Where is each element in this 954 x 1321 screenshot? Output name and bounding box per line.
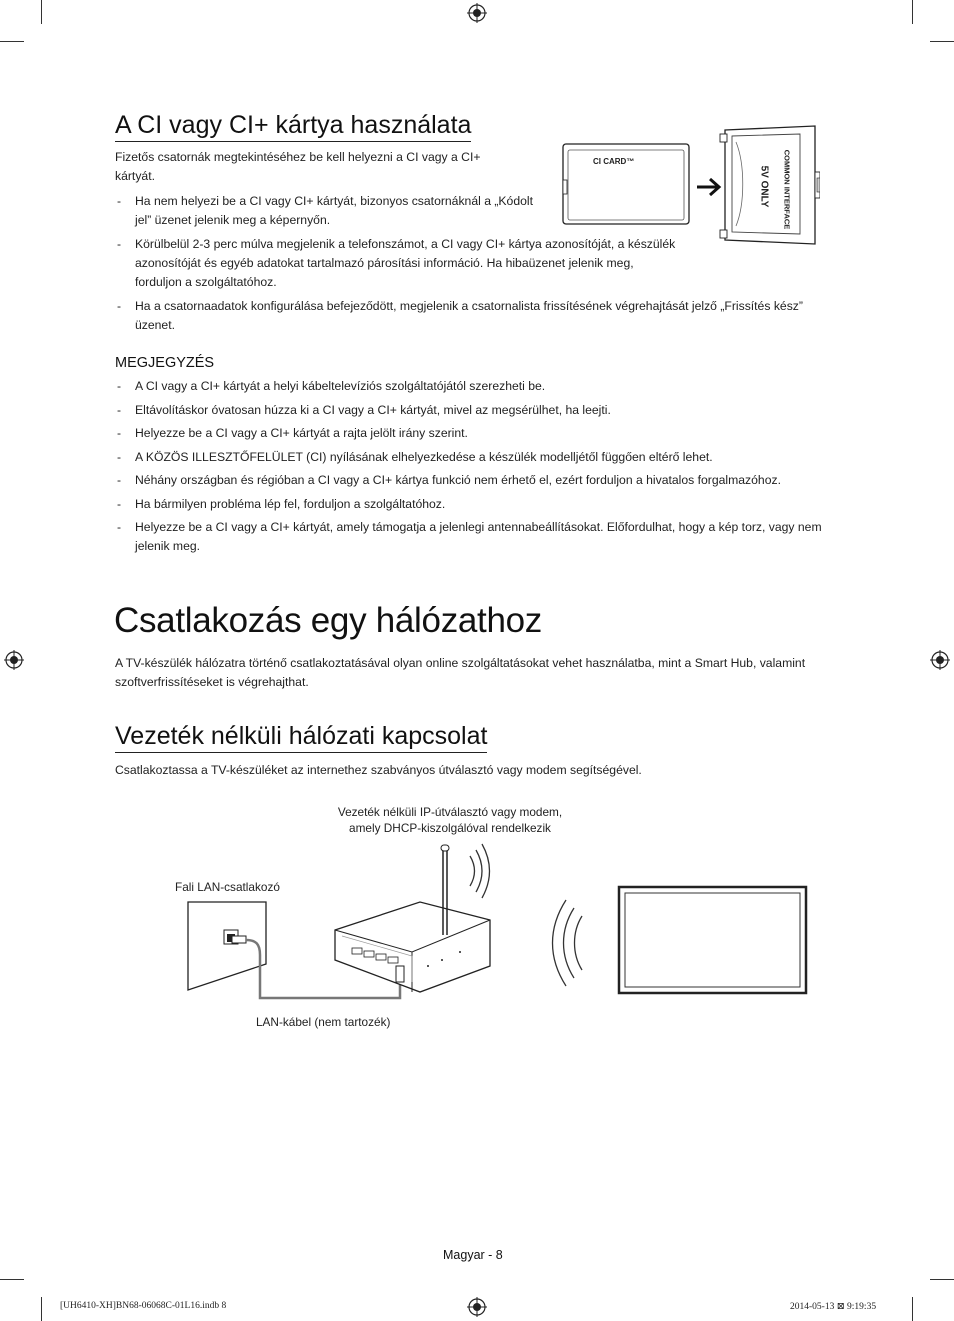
- list-item: - Ha bármilyen probléma lép fel, forduljon a szolgáltatóhoz.: [115, 495, 845, 514]
- wifi-signal-icon: [470, 844, 490, 898]
- list-item: - Ha nem helyezi be a CI vagy CI+ kártyát, bizonyos csatornáknál a „Kódolt jel” üzenet jelenik meg a képernyőn.: [115, 192, 535, 230]
- page-number: Magyar - 8: [443, 1248, 503, 1262]
- footer-date: 2014-05-13 ⊠ 9:19:35: [790, 1302, 877, 1312]
- slot-label-common-interface: COMMON INTERFACE: [782, 149, 792, 230]
- lan-cable-label: LAN-kábel (nem tartozék): [256, 1015, 391, 1029]
- crop-mark: [930, 1279, 954, 1280]
- crop-mark: [41, 0, 42, 24]
- router-caption-line-1: Vezeték nélküli IP-útválasztó vagy modem,: [337, 805, 563, 819]
- registration-mark-icon: [467, 3, 487, 23]
- crop-mark: [912, 0, 913, 24]
- registration-mark-icon: [930, 650, 950, 670]
- ci-intro: Fizetős csatornák megtekintéséhez be kell helyezni a CI vagy a CI+ kártyát.: [115, 150, 481, 183]
- wifi-signal-icon: [553, 900, 583, 986]
- registration-mark-icon: [4, 650, 24, 670]
- network-intro: A TV-készülék hálózatra történő csatlakoztatásával olyan online szolgáltatásokat vehet használatba, mint a Smart Hub, valamint szoftverfrissítéseket is végrehajthat.: [115, 656, 806, 689]
- list-item: - Néhány országban és régióban a CI vagy a CI+ kártya funkció nem érhető el, ezért forduljon a hivatalos forgalmazóhoz.: [115, 471, 845, 490]
- section-title-network: Csatlakozás egy hálózathoz: [114, 601, 543, 640]
- ci-card-illustration: [560, 124, 820, 249]
- wireless-intro: Csatlakoztassa a TV-készüléket az internethez szabványos útválasztó vagy modem segítségével.: [115, 763, 642, 777]
- list-item: - Eltávolításkor óvatosan húzza ki a CI vagy a CI+ kártyát, mivel az megsérülhet, ha leejti.: [115, 401, 845, 420]
- crop-mark: [912, 1297, 913, 1321]
- section-title-wireless: Vezeték nélküli hálózati kapcsolat: [115, 722, 487, 753]
- section-title-ci-card: A CI vagy CI+ kártya használata: [115, 111, 471, 142]
- footer-file: [UH6410-XH]BN68-06068C-01L16.indb 8: [60, 1301, 227, 1311]
- note-bullet-list: [115, 377, 845, 556]
- crop-mark: [0, 1279, 24, 1280]
- wall-lan-label: Fali LAN-csatlakozó: [175, 880, 280, 894]
- list-item: - Ha a csatornaadatok konfigurálása befejeződött, megjelenik a csatornalista frissítésének végrehajtását jelző „Frissítés kész” üzenet.: [115, 297, 845, 335]
- wall-socket-icon: [188, 902, 266, 990]
- crop-mark: [930, 41, 954, 42]
- tv-icon: [619, 887, 806, 993]
- list-item: - A CI vagy a CI+ kártyát a helyi kábeltelevíziós szolgáltatójától szerezheti be.: [115, 377, 845, 396]
- list-item: - Helyezze be a CI vagy a CI+ kártyát a rajta jelölt irány szerint.: [115, 424, 845, 443]
- router-caption-line-2: amely DHCP-kiszolgálóval rendelkezik: [349, 821, 551, 835]
- ci-card-label: CI CARD™: [593, 157, 635, 166]
- list-item: - Helyezze be a CI vagy a CI+ kártyát, amely támogatja a jelenlegi antennabeállításokat. Előfordulhat, hogy a kép torz, vagy nem jelenik meg.: [115, 518, 845, 556]
- note-heading: MEGJEGYZÉS: [115, 355, 215, 371]
- router-caption: [300, 804, 600, 836]
- crop-mark: [0, 41, 24, 42]
- crop-mark: [41, 1297, 42, 1321]
- registration-mark-icon: [467, 1297, 487, 1317]
- network-diagram: [180, 840, 810, 1005]
- list-item: - Körülbelül 2-3 perc múlva megjelenik a telefonszámot, a CI vagy CI+ kártya azonosítóját, a készülék azonosítóját és egyéb adatokat tartalmazó párosítási információ. Ha hibaüzenet jelenik meg, forduljon a szolgáltatóhoz.: [115, 235, 680, 292]
- slot-label-5v-only: 5V ONLY: [758, 165, 770, 208]
- router-icon: [335, 845, 490, 992]
- list-item: - A KÖZÖS ILLESZTŐFELÜLET (CI) nyílásának elhelyezkedése a készülék modelljétől függően eltérő lehet.: [115, 448, 845, 467]
